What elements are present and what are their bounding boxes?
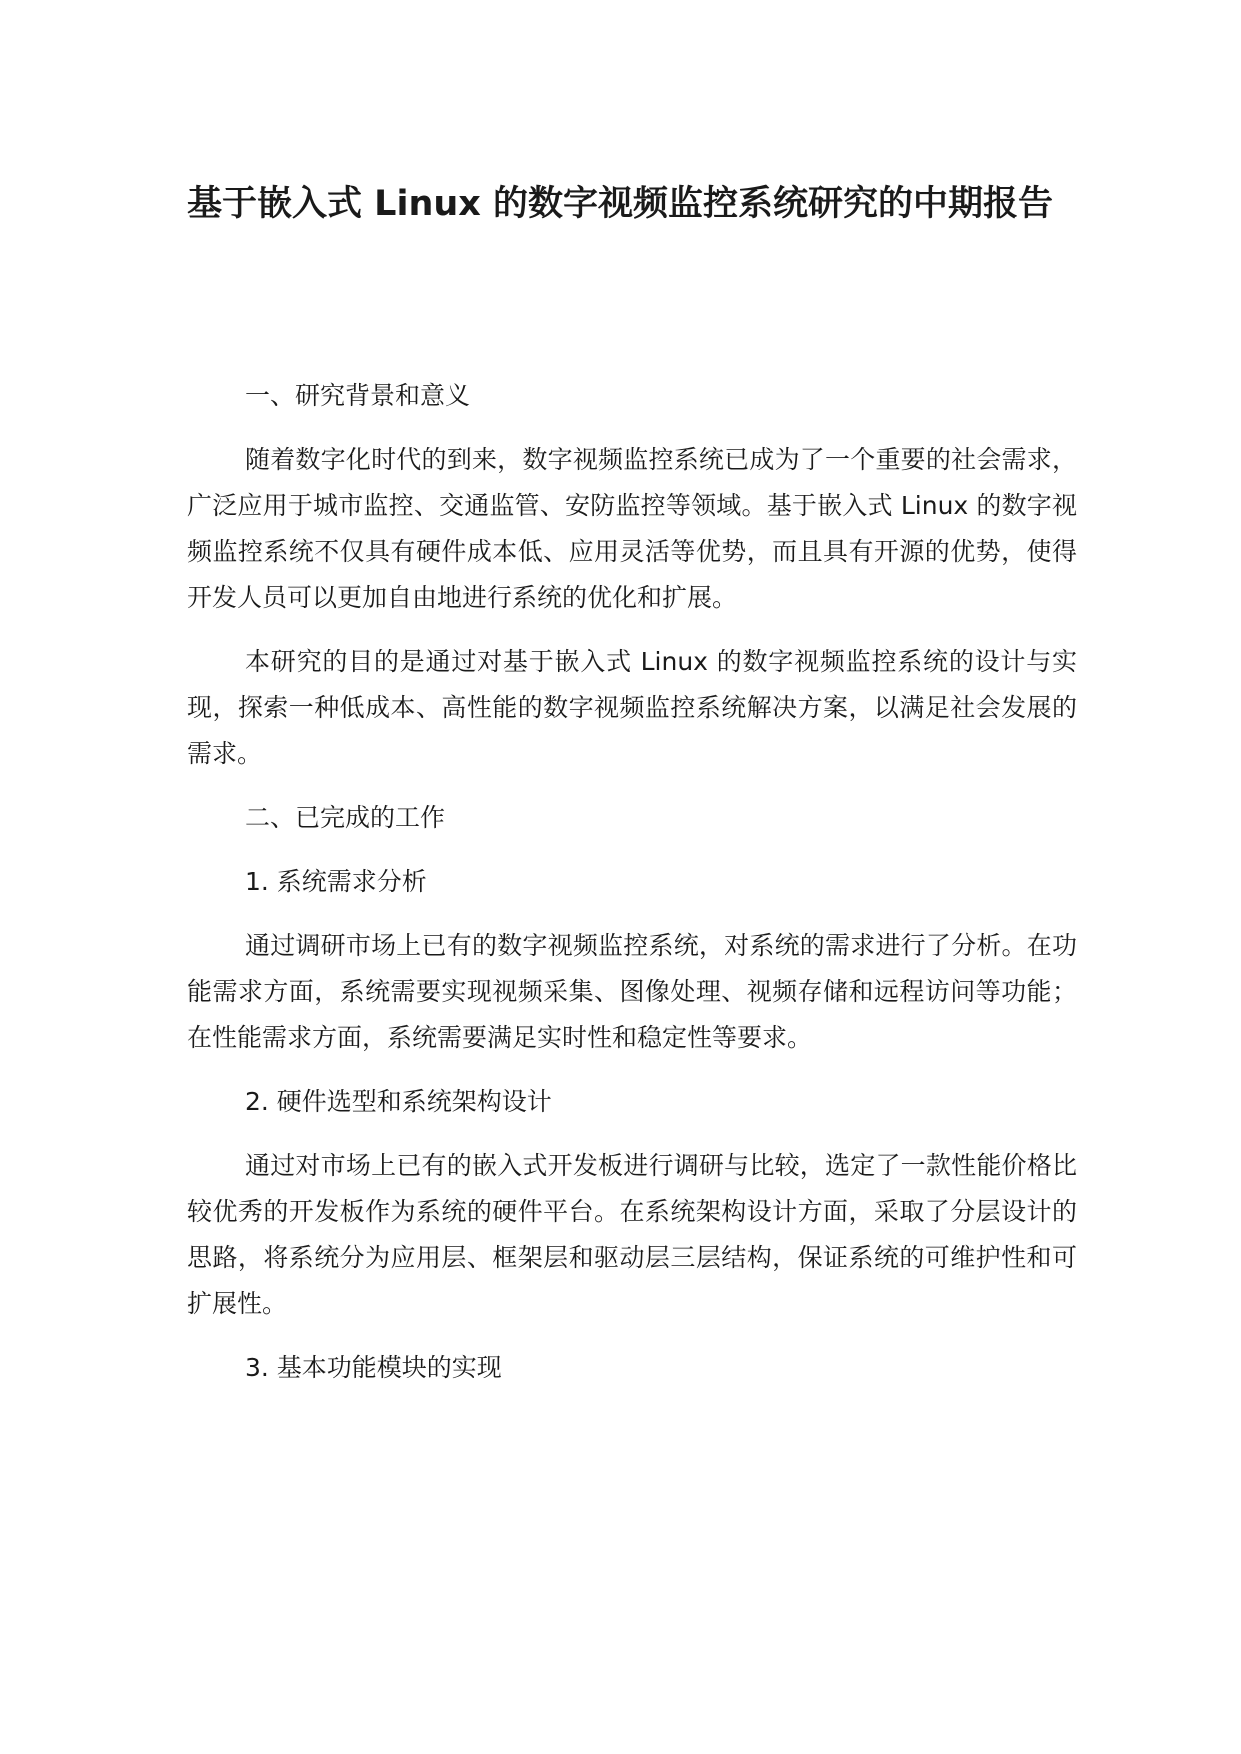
paragraph-hardware-architecture: 通过对市场上已有的嵌入式开发板进行调研与比较，选定了一款性能价格比较优秀的开发板作为系统的硬件平台。在系统架构设计方面，采取了分层设计的思路，将系统分为应用层、框架层和驱动层三层结构，保证系统的可维护性和可扩展性。 xyxy=(187,1151,1077,1318)
paragraph-purpose: 本研究的目的是通过对基于嵌入式 Linux 的数字视频监控系统的设计与实现，探索一种低成本、高性能的数字视频监控系统解决方案，以满足社会发展的需求。 xyxy=(187,647,1077,768)
document-body xyxy=(187,373,1077,1409)
subheading-hardware-architecture: 2. 硬件选型和系统架构设计 xyxy=(245,1087,552,1116)
document-title: 基于嵌入式 Linux 的数字视频监控系统研究的中期报告 xyxy=(186,184,1054,224)
paragraph-requirements-analysis: 通过调研市场上已有的数字视频监控系统，对系统的需求进行了分析。在功能需求方面，系统需要实现视频采集、图像处理、视频存储和远程访问等功能；在性能需求方面，系统需要满足实时性和稳定性等要求。 xyxy=(187,931,1077,1052)
paragraph-background: 随着数字化时代的到来，数字视频监控系统已成为了一个重要的社会需求，广泛应用于城市监控、交通监管、安防监控等领域。基于嵌入式 Linux 的数字视频监控系统不仅具有硬件成本低、应用灵活等优势，而且具有开源的优势，使得开发人员可以更加自由地进行系统的优化和扩展。 xyxy=(187,445,1077,612)
section-heading-completed-work: 二、已完成的工作 xyxy=(245,803,446,832)
subheading-requirements-analysis: 1. 系统需求分析 xyxy=(245,867,427,896)
section-heading-background: 一、研究背景和意义 xyxy=(245,381,471,410)
subheading-basic-modules: 3. 基本功能模块的实现 xyxy=(245,1353,502,1382)
